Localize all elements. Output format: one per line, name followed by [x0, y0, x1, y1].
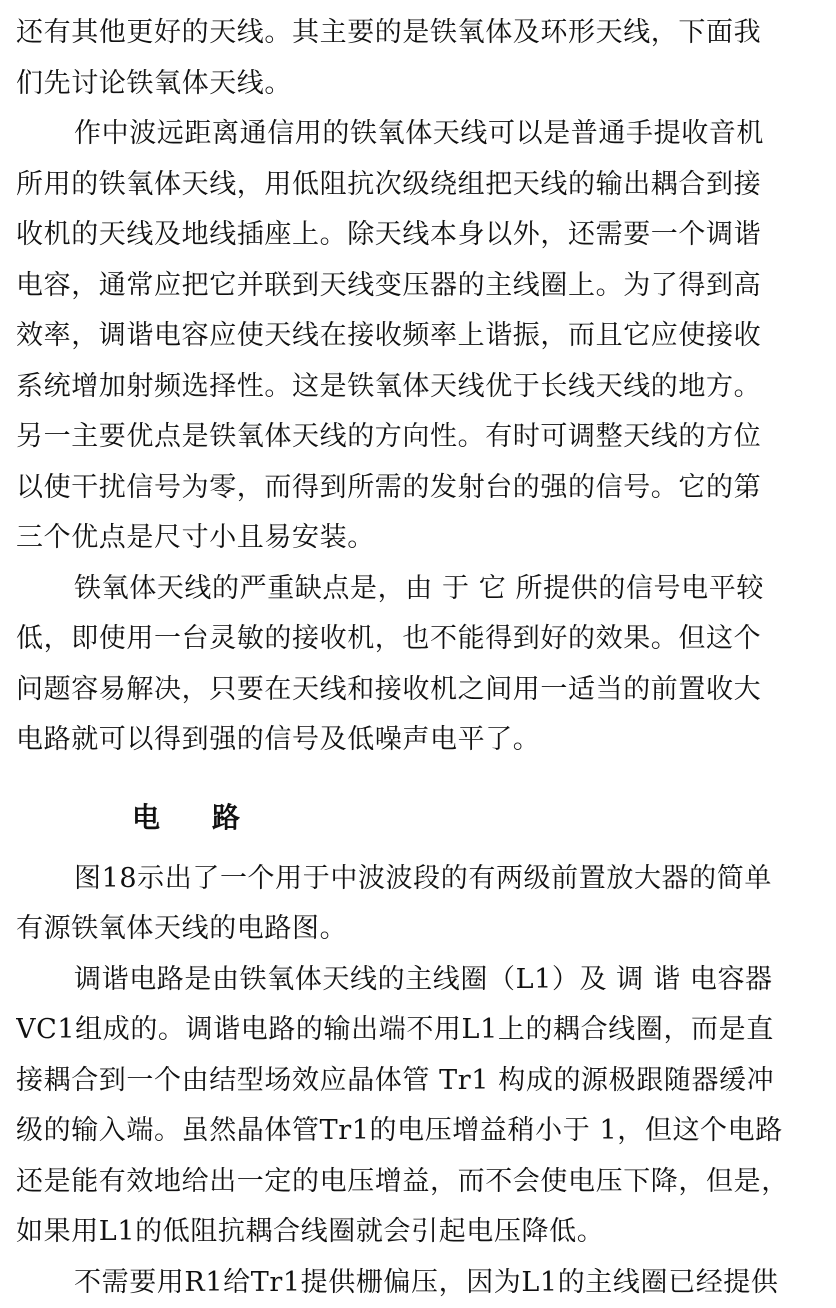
- heading-char-1: 电: [132, 788, 160, 848]
- text-line: 如果用L1的低阻抗耦合线圈就会引起电压降低。: [16, 1207, 822, 1258]
- text-line: 还有其他更好的天线。其主要的是铁氧体及环形天线，下面我: [16, 8, 822, 59]
- paragraph-5: [16, 955, 822, 1258]
- paragraph-1: [16, 8, 822, 109]
- document-page: [16, 8, 822, 1308]
- text-line: 所用的铁氧体天线，用低阻抗次级绕组把天线的输出耦合到接: [16, 160, 822, 211]
- text-line: VC1组成的。调谐电路的输出端不用L1上的耦合线圈，而是直: [16, 1005, 822, 1056]
- text-line: 效率，调谐电容应使天线在接收频率上谐振，而且它应使接收: [16, 311, 822, 362]
- paragraph-4: [16, 854, 822, 955]
- text-line: 们先讨论铁氧体天线。: [16, 59, 822, 110]
- text-line: 不需要用R1给Tr1提供栅偏压，因为L1的主线圈已经提供: [16, 1258, 822, 1308]
- text-line: 图18示出了一个用于中波波段的有两级前置放大器的简单: [16, 854, 822, 905]
- text-line: 级的输入端。虽然晶体管Tr1的电压增益稍小于 1，但这个电路: [16, 1106, 822, 1157]
- text-line: 还是能有效地给出一定的电压增益，而不会使电压下降，但是，: [16, 1157, 822, 1208]
- text-line: 以使干扰信号为零，而得到所需的发射台的强的信号。它的第: [16, 463, 822, 514]
- text-line: 另一主要优点是铁氧体天线的方向性。有时可调整天线的方位: [16, 412, 822, 463]
- text-line: 作中波远距离通信用的铁氧体天线可以是普通手提收音机: [16, 109, 822, 160]
- paragraph-3: [16, 564, 822, 766]
- section-gap: [16, 766, 822, 788]
- paragraph-2: [16, 109, 822, 564]
- text-line: 系统增加射频选择性。这是铁氧体天线优于长线天线的地方。: [16, 362, 822, 413]
- text-line: 接耦合到一个由结型场效应晶体管 Tr1 构成的源极跟随器缓冲: [16, 1056, 822, 1107]
- text-line: 有源铁氧体天线的电路图。: [16, 904, 822, 955]
- text-line: 调谐电路是由铁氧体天线的主线圈（L1）及 调 谐 电容器: [16, 955, 822, 1006]
- text-line: 铁氧体天线的严重缺点是，由 于 它 所提供的信号电平较: [16, 564, 822, 615]
- text-line: 三个优点是尺寸小且易安装。: [16, 513, 822, 564]
- heading-char-2: 路: [212, 788, 240, 848]
- text-line: 问题容易解决，只要在天线和接收机之间用一适当的前置收大: [16, 665, 822, 716]
- text-line: 电路就可以得到强的信号及低噪声电平了。: [16, 715, 822, 766]
- section-heading: [16, 788, 822, 848]
- text-line: 电容，通常应把它并联到天线变压器的主线圈上。为了得到高: [16, 261, 822, 312]
- paragraph-6: [16, 1258, 822, 1308]
- text-line: 收机的天线及地线插座上。除天线本身以外，还需要一个调谐: [16, 210, 822, 261]
- text-line: 低，即使用一台灵敏的接收机，也不能得到好的效果。但这个: [16, 614, 822, 665]
